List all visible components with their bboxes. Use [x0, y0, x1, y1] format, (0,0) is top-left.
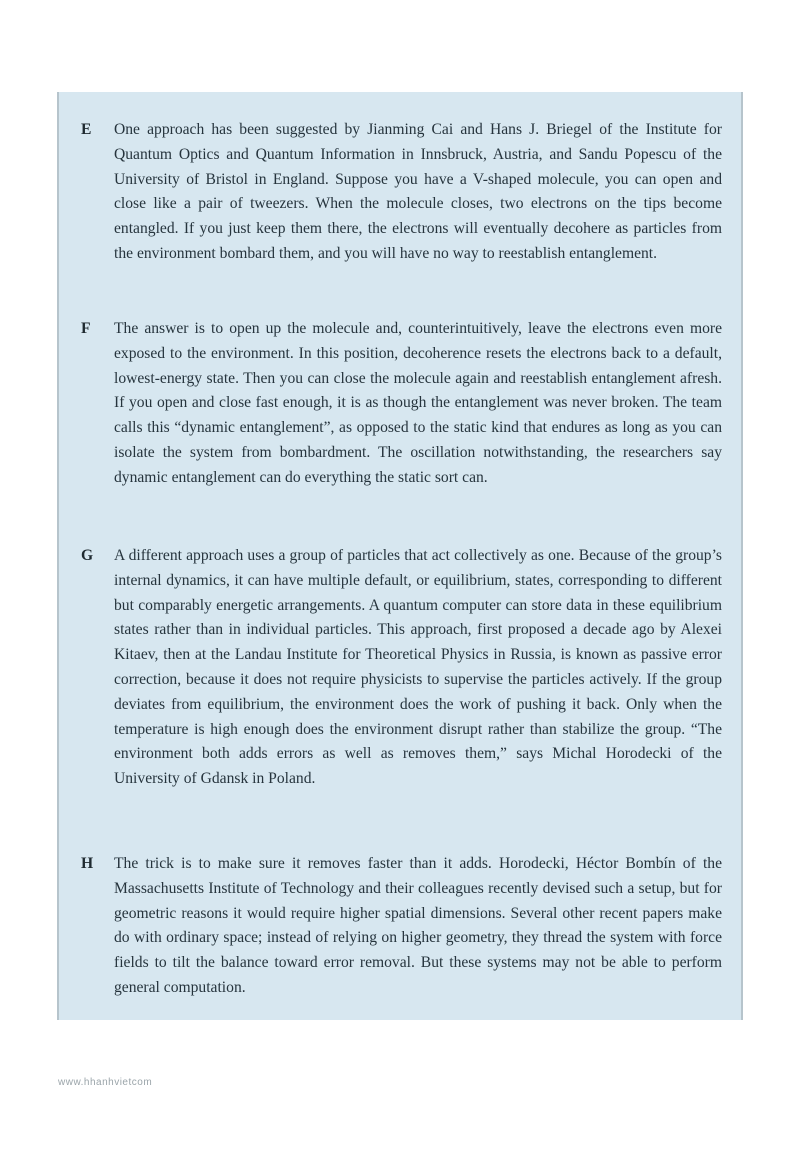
paragraph-letter: H [81, 855, 94, 872]
reading-passage-panel [57, 92, 743, 1020]
paragraph-text: The answer is to open up the molecule and, counterintuitively, leave the electrons even more exposed to the environment. In this position, decoherence resets the electrons back to a default, lowest-energy state. Then you can close the molecule again and reestablish entanglement afresh. If you open and close fast enough, it is as though the entanglement was never broken. The team calls this “dynamic entanglement”, as opposed to the static kind that endures as long as you can isolate the system from bombardment. The oscillation notwithstanding, the researchers say dynamic entanglement can do everything the static sort can. [114, 320, 722, 486]
paragraph-letter: G [81, 547, 94, 564]
paragraph-letter: E [81, 121, 92, 138]
paragraph-text: A different approach uses a group of particles that act collectively as one. Because of the group’s internal dynamics, it can have multiple default, or equilibrium, states, corresponding to different but comparably energetic arrangements. A quantum computer can store data in these equilibrium states rather than in individual particles. This approach, first proposed a decade ago by Alexei Kitaev, then at the Landau Institute for Theoretical Physics in Russia, is known as passive error correction, because it does not require physicists to supervise the particles actively. If the group deviates from equilibrium, the environment does the work of pushing it back. Only when the temperature is high enough does the environment disrupt rather than stabilize the group. “The environment both adds errors as well as removes them,” says Michal Horodecki of the University of Gdansk in Poland. [114, 547, 722, 788]
footer-url: www.hhanhvietcom [58, 1077, 153, 1088]
paragraph-text: One approach has been suggested by Jianming Cai and Hans J. Briegel of the Institute for Quantum Optics and Quantum Information in Innsbruck, Austria, and Sandu Popescu of the University of Bristol in England. Suppose you have a V-shaped molecule, you can open and close like a pair of tweezers. When the molecule closes, two electrons on the tips become entangled. If you just keep them there, the electrons will eventually decohere as particles from the environment bombard them, and you will have no way to reestablish entanglement. [114, 121, 722, 262]
paragraph-letter: F [81, 320, 91, 337]
paragraph-text: The trick is to make sure it removes faster than it adds. Horodecki, Héctor Bombín of the Massachusetts Institute of Technology and their colleagues recently devised such a setup, but for geometric reasons it would require higher spatial dimensions. Several other recent papers make do with ordinary space; instead of relying on higher geometry, they thread the system with force fields to tilt the balance toward error removal. But these systems may not be able to perform general computation. [114, 855, 722, 996]
